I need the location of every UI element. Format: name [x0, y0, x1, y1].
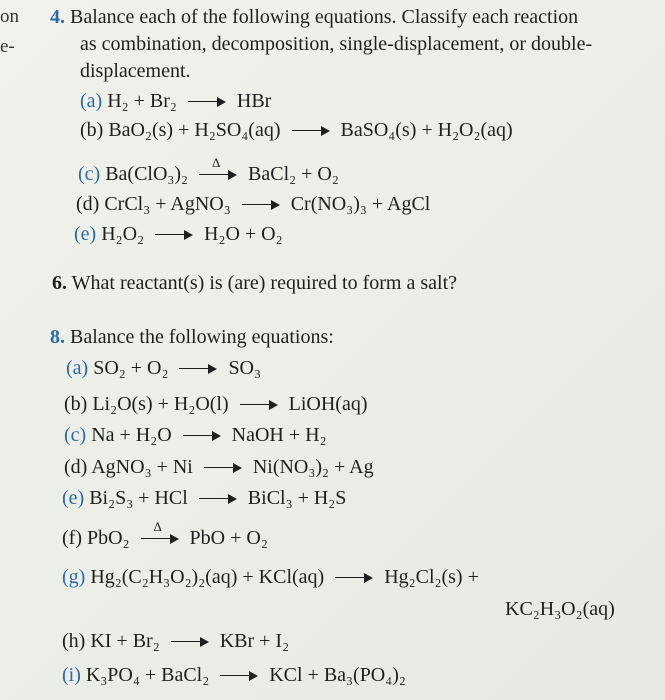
q4-a-label: (a)	[80, 90, 103, 112]
q8-item-g-continued: KC₂H₃O₂(aq)	[505, 598, 615, 620]
q4-c-reactants: Ba(ClO₃)₂	[105, 163, 189, 185]
q8-c-products: NaOH + H₂	[231, 424, 327, 446]
q8-item-h	[62, 630, 289, 653]
q4-prompt-line-3: displacement.	[80, 60, 191, 82]
q4-a-products: HBr	[236, 90, 272, 112]
q6-line	[52, 272, 457, 295]
q8-e-label: (e)	[62, 487, 85, 509]
q4-prompt-line-2: as combination, decomposition, single-displacement, or double-	[80, 33, 593, 55]
reaction-arrow-icon	[240, 400, 278, 410]
q4-b-products: BaSO₄(s) + H₂O₂(aq)	[340, 119, 513, 141]
q8-i-reactants: K₃PO₄ + BaCl₂	[85, 664, 210, 686]
q4-item-a	[80, 90, 271, 113]
q4-d-reactants: CrCl₃ + AgNO₃	[104, 193, 231, 215]
margin-fragment-2: e-	[0, 36, 15, 57]
reaction-arrow-icon	[220, 671, 258, 681]
q8-item-f	[62, 519, 268, 550]
q4-a-reactants: H₂ + Br₂	[107, 90, 177, 112]
reaction-arrow-icon	[183, 431, 221, 441]
q8-f-label: (f)	[62, 527, 82, 549]
q8-f-products: PbO + O₂	[189, 527, 268, 549]
reaction-arrow-icon	[155, 230, 193, 240]
reaction-arrow-icon	[188, 97, 226, 107]
reaction-arrow-icon	[335, 573, 373, 583]
reaction-arrow-icon	[199, 494, 237, 504]
q4-d-products: Cr(NO₃)₃ + AgCl	[290, 193, 431, 215]
q8-item-c	[64, 424, 327, 447]
q8-prompt: Balance the following equations:	[70, 326, 334, 348]
heat-arrow-icon	[141, 519, 179, 544]
q8-f-reactants: PbO₂	[86, 527, 130, 549]
q4-b-reactants: BaO₂(s) + H₂SO₄(aq)	[108, 119, 281, 141]
q8-g-reactants: Hg₂(C₂H₃O₂)₂(aq) + KCl(aq)	[90, 566, 325, 588]
q4-item-b	[80, 119, 513, 142]
q8-e-reactants: Bi₂S₃ + HCl	[89, 487, 188, 509]
q4-item-c	[78, 155, 339, 186]
q8-c-label: (c)	[64, 424, 87, 446]
reaction-arrow-icon	[179, 364, 217, 374]
q8-g-products: Hg₂Cl₂(s) +	[384, 566, 479, 588]
q8-i-products: KCl + Ba₃(PO₄)₂	[269, 664, 406, 686]
q8-h-products: KBr + I₂	[219, 630, 290, 652]
margin-fragment-1: on	[0, 6, 19, 27]
q8-d-label: (d)	[64, 456, 88, 478]
q8-g-label: (g)	[62, 566, 86, 588]
reaction-arrow-icon	[292, 126, 330, 136]
delta-symbol: Δ	[153, 519, 162, 535]
q6-number: 6.	[52, 272, 67, 294]
q8-item-a	[66, 357, 261, 380]
q8-e-products: BiCl₃ + H₂S	[247, 487, 347, 509]
q4-item-e	[74, 223, 283, 246]
q4-c-label: (c)	[78, 163, 101, 185]
q6-text: What reactant(s) is (are) required to form a salt?	[71, 272, 458, 294]
q8-a-label: (a)	[66, 357, 89, 379]
q4-number: 4.	[50, 6, 65, 28]
q4-e-products: H₂O + O₂	[204, 223, 283, 245]
q8-line	[50, 326, 334, 349]
q8-h-reactants: KI + Br₂	[90, 630, 160, 652]
q4-e-reactants: H₂O₂	[101, 223, 145, 245]
q8-b-products: LiOH(aq)	[288, 393, 368, 415]
q8-b-label: (b)	[64, 393, 88, 415]
q8-d-products: Ni(NO₃)₂ + Ag	[252, 456, 374, 478]
delta-symbol: Δ	[212, 155, 221, 171]
q4-line-1	[50, 6, 578, 29]
q8-item-d	[64, 456, 374, 479]
q8-a-products: SO₃	[228, 357, 261, 379]
q8-item-e	[62, 487, 346, 510]
q8-item-i	[62, 664, 406, 687]
q4-item-d	[76, 193, 430, 216]
q4-b-label: (b)	[80, 119, 104, 141]
reaction-arrow-icon	[242, 200, 280, 210]
q8-i-label: (i)	[62, 664, 81, 686]
q4-d-label: (d)	[76, 193, 100, 215]
q8-item-b	[64, 393, 368, 416]
q8-b-reactants: Li₂O(s) + H₂O(l)	[92, 393, 229, 415]
q8-h-label: (h)	[62, 630, 86, 652]
q4-prompt-line-1: Balance each of the following equations. Classify each reaction	[70, 6, 579, 28]
q4-c-products: BaCl₂ + O₂	[248, 163, 339, 185]
reaction-arrow-icon	[204, 463, 242, 473]
q4-e-label: (e)	[74, 223, 97, 245]
reaction-arrow-icon	[171, 637, 209, 647]
q8-d-reactants: AgNO₃ + Ni	[91, 456, 193, 478]
q8-item-g	[62, 566, 479, 589]
q8-a-reactants: SO₂ + O₂	[93, 357, 169, 379]
q8-c-reactants: Na + H₂O	[91, 424, 172, 446]
q8-number: 8.	[50, 326, 65, 348]
heat-arrow-icon	[199, 155, 237, 180]
